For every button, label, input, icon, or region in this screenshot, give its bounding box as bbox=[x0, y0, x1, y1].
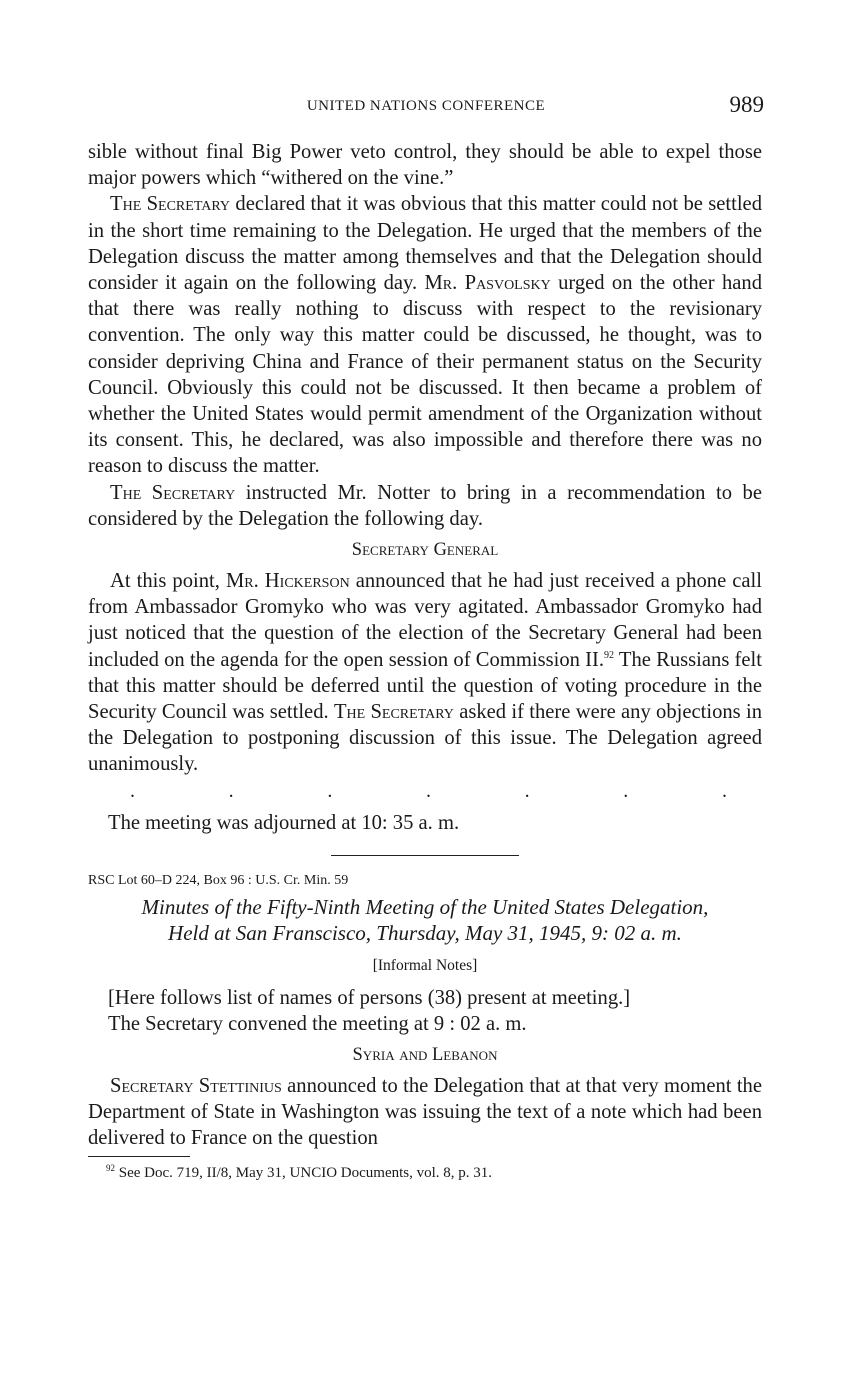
footnote-text: See Doc. 719, II/8, May 31, UNCIO Documents, vol. 8, p. 31. bbox=[115, 1164, 493, 1181]
speaker-name: Mr. Pasvolsky bbox=[424, 272, 551, 295]
ellipsis-dot: . bbox=[425, 779, 431, 802]
ellipsis-dot: . bbox=[327, 779, 333, 802]
ellipsis-dot: . bbox=[623, 779, 629, 802]
paragraph-text: announced that he had just received a phone call from Ambassador Gromyko who was very agitated. Ambassador Gromyko had just noticed that the question of the election of the Secretary General had been included on the agenda for the open session of Commission II. bbox=[88, 570, 762, 671]
paragraph-secretary-instructed bbox=[88, 480, 762, 532]
ellipsis-dot: . bbox=[721, 779, 727, 802]
section-heading-syria-lebanon: Syria and Lebanon bbox=[352, 1045, 498, 1066]
source-citation: RSC Lot 60–D 224, Box 96 : U.S. Cr. Min. 59 bbox=[88, 872, 349, 888]
footnote-reference: 92 bbox=[604, 649, 615, 661]
ellipsis-dot: . bbox=[228, 779, 234, 802]
page-body bbox=[88, 139, 762, 1183]
paragraph-hickerson bbox=[88, 568, 762, 778]
ellipsis-dot: . bbox=[524, 779, 530, 802]
paragraph-text: The Russians felt that this matter should be deferred until the question of voting procedure in the Security Council was settled. bbox=[88, 648, 762, 724]
informal-notes-label: [Informal Notes] bbox=[372, 956, 478, 974]
paragraph-secretary-declared bbox=[88, 191, 762, 479]
speaker-name: The Secretary bbox=[110, 193, 231, 216]
page-header bbox=[88, 92, 764, 122]
minutes-title-line-1: Minutes of the Fifty-Ninth Meeting of the United States Delegation, bbox=[141, 894, 709, 919]
paragraph-text: sible without final Big Power veto control, they should be able to expel those major powers which “withered on the vine.” bbox=[88, 141, 762, 190]
paragraph-text: At this point, bbox=[110, 570, 226, 593]
convened-line: The Secretary convened the meeting at 9 : 02 a. m. bbox=[108, 1012, 527, 1035]
section-heading-secretary-general: Secretary General bbox=[351, 540, 499, 561]
speaker-name: Mr. Hickerson bbox=[225, 570, 350, 593]
speaker-name: The Secretary bbox=[110, 481, 236, 504]
attendance-note: [Here follows list of names of persons (38) present at meeting.] bbox=[108, 986, 631, 1009]
running-title: UNITED NATIONS CONFERENCE bbox=[306, 98, 546, 114]
paragraph-continuation bbox=[88, 139, 762, 191]
ellipsis-dot: . bbox=[130, 779, 135, 802]
section-divider bbox=[331, 855, 519, 856]
adjourned-line: The meeting was adjourned at 10: 35 a. m. bbox=[108, 811, 460, 834]
footnote bbox=[88, 1163, 762, 1183]
speaker-name: The Secretary bbox=[333, 701, 454, 724]
paragraph-text: instructed Mr. Notter to bring in a recommendation to be considered by the Delegation the following day. bbox=[88, 481, 762, 530]
paragraph-stettinius bbox=[88, 1073, 762, 1152]
ellipsis-row bbox=[88, 778, 762, 804]
speaker-name: Secretary Stettinius bbox=[110, 1075, 282, 1098]
minutes-title-line-2: Held at San Franscisco, Thursday, May 31, 1945, 9: 02 a. m. bbox=[168, 920, 682, 945]
footnote-marker: 92 bbox=[106, 1162, 115, 1173]
paragraph-text: announced to the Delegation that at that very moment the Department of State in Washington was issuing the text of a note which had been delivered to France on the question bbox=[88, 1075, 762, 1150]
paragraph-text: declared that it was obvious that this matter could not be settled in the short time remaining to the Delegation. He urged that the members of the Delegation discuss the matter among themselves and that the Delegation should consider it again on the following day. bbox=[88, 193, 762, 295]
paragraph-text: urged on the other hand that there was really nothing to discuss with respect to the revisionary convention. The only way this matter could be discussed, he thought, was to consider depriving China and France of their permanent status on the Security Council. Obviously this could not be discussed. It then became a problem of whether the United States would permit amendment of the Organization without its consent. This, he declared, was also impossible and therefore there was no reason to discuss the matter. bbox=[88, 272, 763, 478]
paragraph-text: asked if there were any objections in the Delegation to postponing discussion of this issue. The Delegation agreed unanimously. bbox=[88, 701, 762, 776]
page-number: 989 bbox=[729, 92, 764, 117]
footnote-divider bbox=[88, 1156, 190, 1157]
